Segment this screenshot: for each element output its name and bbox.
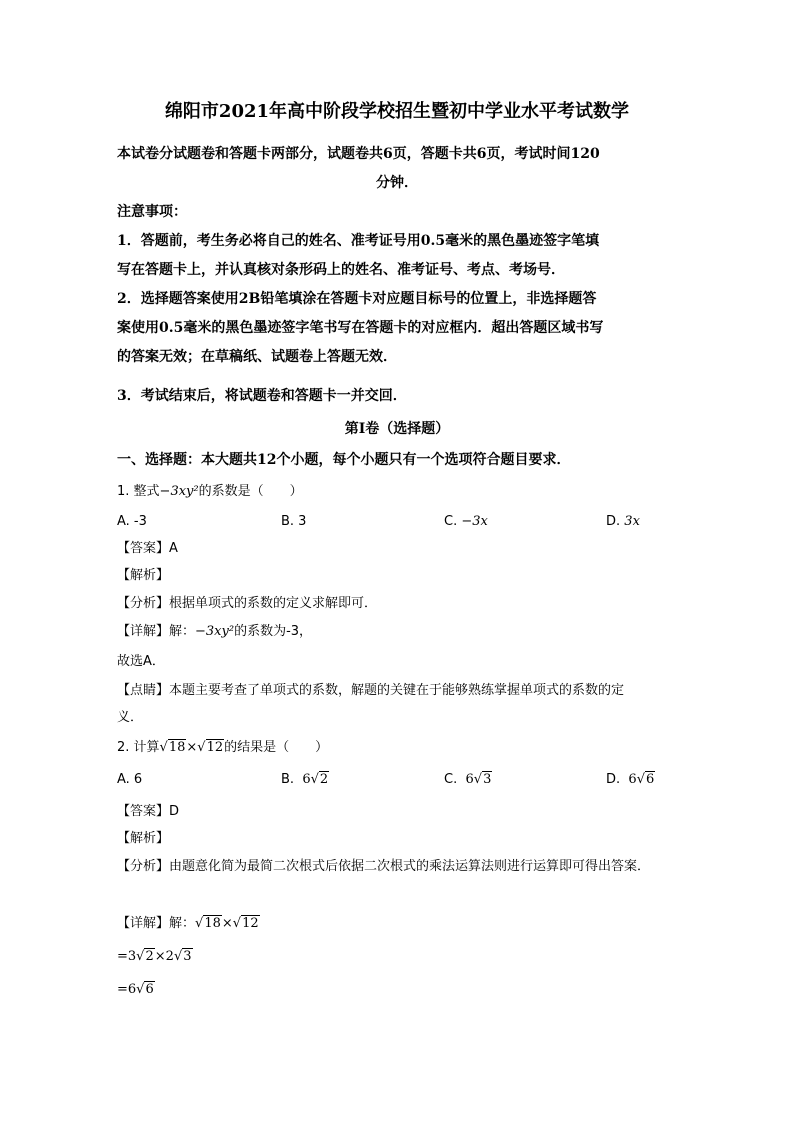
question-1-analysis: 【解析】 xyxy=(117,568,170,583)
notice-heading: 注意事项： xyxy=(117,204,187,220)
step-1-sqrt-arg-2: 3 xyxy=(183,949,192,964)
step-1-sqrt-1: √2 xyxy=(136,949,154,964)
step-2-sqrt: √6 xyxy=(136,982,154,997)
question-1-conclusion: 故选A． xyxy=(117,654,165,669)
step-1-sqrt-arg-1: 2 xyxy=(145,949,154,964)
step-1-coefficient-2: 2 xyxy=(165,949,174,964)
intro-line-2: 分钟． xyxy=(376,175,418,191)
question-2-fenxi: 【分析】由题意化简为最简二次根式后依据二次根式的乘法运算法则进行运算即可得出答案． xyxy=(117,859,651,874)
step-2-sqrt-arg: 6 xyxy=(145,982,154,997)
detail-prefix: 【详解】解： xyxy=(117,916,196,931)
step-1-sqrt-2: √3 xyxy=(173,949,192,964)
question-1-comment-line-1: 【点睛】本题主要考查了单项式的系数，解题的关键在于能够熟练掌握单项式的系数的定 xyxy=(117,683,625,698)
option-c-sqrt: √3 xyxy=(473,772,492,787)
question-1-option-b: B. 3 xyxy=(281,514,307,529)
detail-prefix: 【详解】解： xyxy=(117,624,196,639)
option-c-coefficient: 6 xyxy=(465,772,474,787)
question-2-analysis: 【解析】 xyxy=(117,831,170,846)
option-d-sqrt: √6 xyxy=(636,772,655,787)
notice-item-2-line-1: 2．选择题答案使用2B铅笔填涂在答题卡对应题目标号的位置上，非选择题答 xyxy=(117,291,597,307)
intro-line-1: 本试卷分试题卷和答题卡两部分，试题卷共6页，答题卡共6页，考试时间120 xyxy=(117,146,600,162)
option-d-label: D. xyxy=(606,514,621,529)
notice-item-1-line-2: 写在答题卡上，并认真核对条形码上的姓名、准考证号、考点、考场号． xyxy=(117,262,565,278)
step-2-coefficient: =6 xyxy=(117,982,137,997)
question-1-fenxi: 【分析】根据单项式的系数的定义求解即可． xyxy=(117,596,378,611)
question-2-detail: 【详解】解：√18×√12 xyxy=(117,914,687,934)
question-2-step-1: =3√2×2√3 xyxy=(117,947,687,967)
option-b-sqrt: √2 xyxy=(310,772,329,787)
question-2-options xyxy=(117,772,677,792)
question-1-prefix: 1. 整式 xyxy=(117,484,160,499)
part-heading: 一、选择题：本大题共12个小题，每个小题只有一个选项符合题目要求． xyxy=(117,452,571,468)
option-b-sqrt-arg: 2 xyxy=(319,772,329,787)
exam-intro xyxy=(117,140,677,198)
section-heading: 第Ⅰ卷（选择题） xyxy=(344,421,450,437)
option-b-coefficient: 6 xyxy=(302,772,311,787)
question-2-option-a: A. 6 xyxy=(117,772,143,787)
notice-item-1-line-1: 1．答题前，考生务必将自己的姓名、准考证号用0.5毫米的黑色墨迹签字笔填 xyxy=(117,233,600,249)
question-1-expression: −3xy² xyxy=(159,484,199,499)
sqrt-arg-18: 18 xyxy=(168,740,186,755)
question-1-option-a: A. -3 xyxy=(117,514,147,529)
question-1-option-c xyxy=(444,514,488,529)
question-2-prefix: 2. 计算 xyxy=(117,740,160,755)
question-1-suffix: 的系数是（ ） xyxy=(198,484,303,499)
question-2-option-c xyxy=(444,772,492,787)
sqrt-18: √18 xyxy=(159,740,186,755)
question-1-comment-line-2: 义． xyxy=(117,710,144,725)
step-1-coefficient-1: =3 xyxy=(117,949,137,964)
notice-item-2-line-3: 的答案无效；在草稿纸、试题卷上答题无效． xyxy=(117,349,397,365)
question-2-option-d xyxy=(606,772,655,787)
detail-sqrt-arg-12: 12 xyxy=(242,916,259,931)
detail-expression: −3xy² xyxy=(195,624,235,639)
exam-title: 绵阳市2021年高中阶段学校招生暨初中学业水平考试数学 xyxy=(164,101,630,122)
question-2-stem: 2. 计算√18×√12的结果是（ ） xyxy=(117,738,687,758)
notice-item-3: 3．考试结束后，将试题卷和答题卡一并交回． xyxy=(117,388,407,404)
detail-sqrt-12: √12 xyxy=(232,916,259,931)
option-c-expression: −3x xyxy=(461,514,488,529)
question-2-suffix: 的结果是（ ） xyxy=(224,740,329,755)
option-b-label: B. xyxy=(281,772,295,787)
question-1-stem xyxy=(117,482,687,502)
notice-item-2-line-2: 案使用0.5毫米的黑色墨迹签字笔书写在答题卡的对应框内．超出答题区域书写 xyxy=(117,320,604,336)
option-c-label: C. xyxy=(444,514,458,529)
question-1-option-d xyxy=(606,514,640,529)
question-1-detail xyxy=(117,622,687,642)
detail-sqrt-18: √18 xyxy=(195,916,221,931)
option-d-expression: 3x xyxy=(624,514,640,529)
question-2-step-2 xyxy=(117,980,687,1000)
option-d-label: D. xyxy=(606,772,621,787)
option-c-sqrt-arg: 3 xyxy=(483,772,492,787)
sqrt-arg-12: 12 xyxy=(206,740,224,755)
sqrt-12: √12 xyxy=(197,740,224,755)
question-2-answer: 【答案】D xyxy=(117,804,180,819)
question-1-options xyxy=(117,514,677,534)
option-d-coefficient: 6 xyxy=(628,772,637,787)
detail-sqrt-arg-18: 18 xyxy=(204,916,221,931)
option-c-label: C. xyxy=(444,772,458,787)
option-d-sqrt-arg: 6 xyxy=(646,772,655,787)
detail-suffix: 的系数为-3， xyxy=(234,624,313,639)
question-1-answer: 【答案】A xyxy=(117,541,178,556)
question-2-option-b xyxy=(281,772,329,787)
